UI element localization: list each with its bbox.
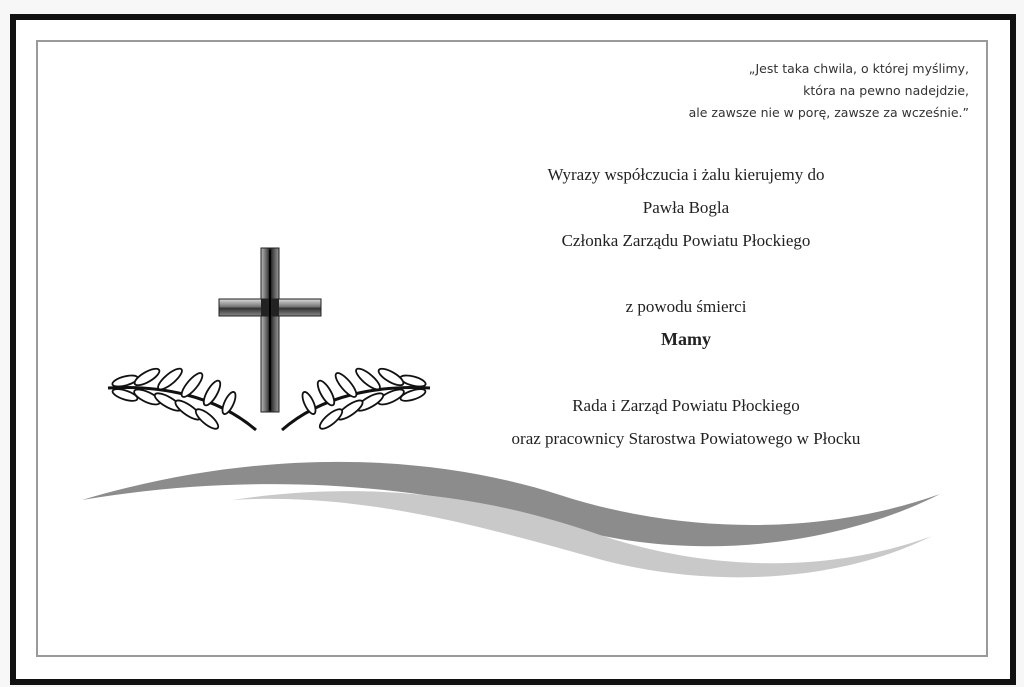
- quote-line-2: która na pewno nadejdzie,: [803, 83, 969, 98]
- gray-wave-decoration: [82, 462, 940, 577]
- palm-branch-left-icon: [108, 366, 256, 432]
- spacer: [476, 356, 896, 389]
- sender-line-2: oraz pracownicy Starostwa Powiatowego w Płocku: [511, 429, 861, 448]
- quote-block: [509, 58, 969, 124]
- recipient-title: Członka Zarządu Powiatu Płockiego: [561, 231, 811, 250]
- cross-icon: [219, 248, 321, 412]
- spacer: [476, 257, 896, 290]
- reason-line: z powodu śmierci: [625, 297, 747, 316]
- sender-line-1: Rada i Zarząd Powiatu Płockiego: [572, 396, 800, 415]
- recipient-name: Pawła Bogla: [642, 198, 730, 217]
- message-intro: Wyrazy współczucia i żalu kierujemy do: [547, 165, 825, 184]
- quote-line-3: ale zawsze nie w porę, zawsze za wcześnie.”: [688, 105, 969, 120]
- quote-line-1: „Jest taka chwila, o której myślimy,: [748, 61, 969, 76]
- condolence-message: [476, 158, 896, 455]
- deceased-name: Mamy: [661, 329, 711, 349]
- palm-branch-right-icon: [282, 366, 430, 432]
